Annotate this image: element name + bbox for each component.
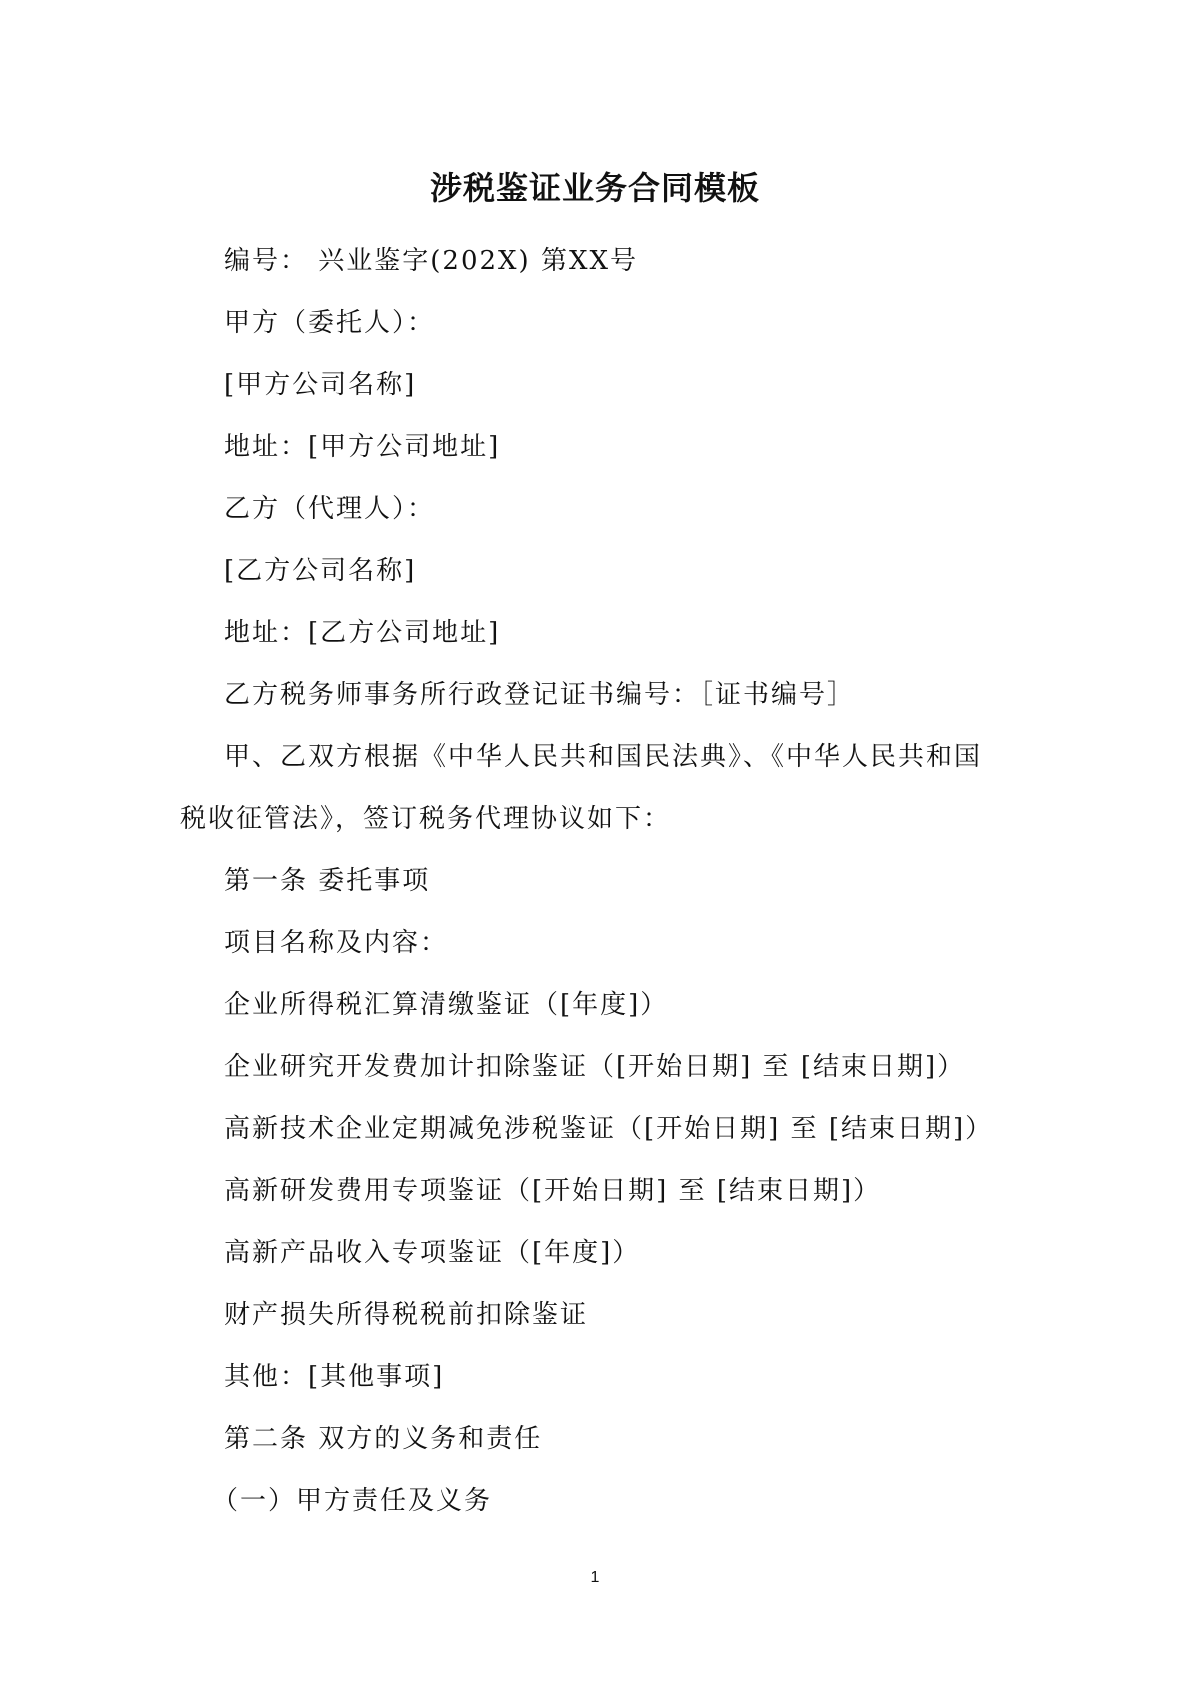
project-item: 高新产品收入专项鉴证（[年度]） — [224, 1238, 641, 1268]
agreement-basis-line-2: 税收征管法》，签订税务代理协议如下： — [180, 804, 672, 834]
document-title: 涉税鉴证业务合同模板 — [429, 169, 760, 207]
party-b-name: [乙方公司名称] — [224, 556, 417, 586]
project-item: 企业所得税汇算清缴鉴证（[年度]） — [224, 990, 669, 1020]
party-a-heading: 甲方（委托人）： — [224, 308, 436, 338]
project-item-other: 其他：[其他事项] — [224, 1362, 445, 1392]
section-heading-party-a-duties: （一）甲方责任及义务 — [212, 1486, 493, 1516]
party-a-name: [甲方公司名称] — [224, 370, 417, 400]
party-b-address: 地址：[乙方公司地址] — [224, 618, 501, 648]
project-item: 高新研发费用专项鉴证（[开始日期] 至 [结束日期]） — [224, 1176, 882, 1206]
project-item: 企业研究开发费加计扣除鉴证（[开始日期] 至 [结束日期]） — [224, 1052, 966, 1082]
project-name-label: 项目名称及内容： — [224, 928, 449, 958]
agreement-basis-line-1: 甲、乙双方根据《中华人民共和国民法典》、《中华人民共和国 — [224, 742, 983, 772]
article-two-heading: 第二条 双方的义务和责任 — [224, 1424, 543, 1454]
party-b-heading: 乙方（代理人）： — [224, 494, 436, 524]
project-item: 财产损失所得税税前扣除鉴证 — [224, 1300, 589, 1330]
party-a-address: 地址：[甲方公司地址] — [224, 432, 501, 462]
contract-number-line: 编号： 兴业鉴字(202X) 第XX号 — [224, 246, 638, 276]
project-item: 高新技术企业定期减免涉税鉴证（[开始日期] 至 [结束日期]） — [224, 1114, 994, 1144]
document-body — [180, 230, 1010, 1532]
page-number: 1 — [590, 1569, 600, 1586]
certificate-number-line: 乙方税务师事务所行政登记证书编号：［证书编号］ — [224, 680, 856, 710]
article-one-heading: 第一条 委托事项 — [224, 866, 431, 896]
